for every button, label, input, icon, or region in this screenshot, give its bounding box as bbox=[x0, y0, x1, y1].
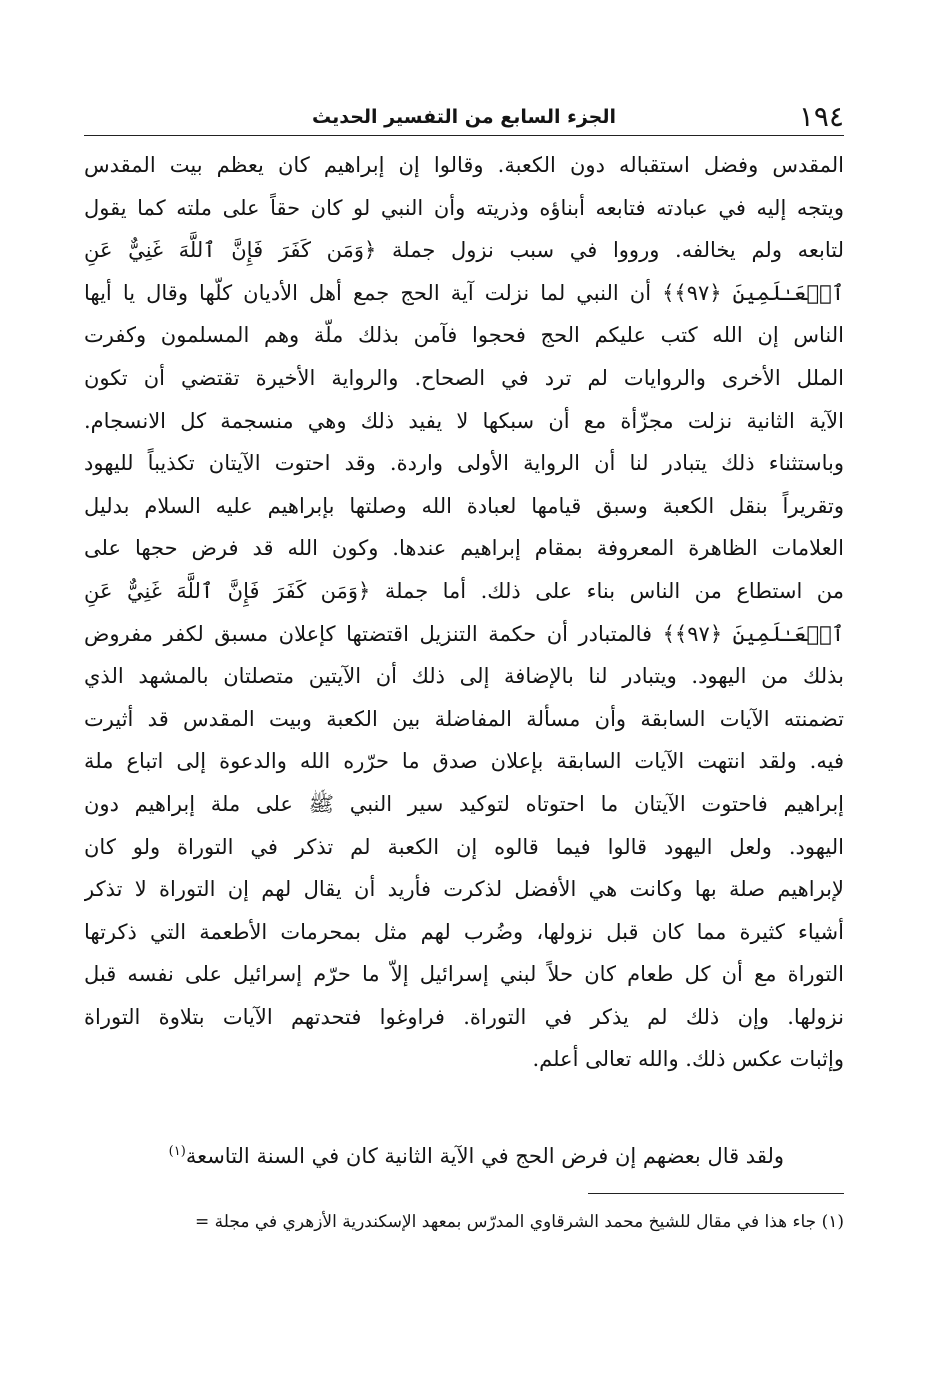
text-line: فيه. ولقد انتهت الآيات السابقة بإعلان صدق ما حرّره الله والدعوة إلى اتباع ملة bbox=[84, 749, 844, 774]
footnote: (١) جاء هذا في مقال للشيخ محمد الشرقاوي المدرّس بمعهد الإسكندرية الأزهري في مجلة = bbox=[194, 1212, 844, 1232]
text-line: المقدس وفضل استقباله دون الكعبة. وقالوا إن إبراهيم كان يعظم بيت المقدس bbox=[84, 153, 844, 177]
closing-paragraph bbox=[84, 1136, 784, 1176]
body-text bbox=[84, 144, 844, 1081]
running-title: الجزء السابع من التفسير الحديث bbox=[312, 106, 616, 128]
text-line: لإبراهيم صلة بها وكانت هي الأفضل لذكرت فأريد أن يقال لهم إن التوراة لا تذكر bbox=[84, 877, 844, 902]
text-line: العلامات الظاهرة المعروفة بمقام إبراهيم عندها. وكون الله قد فرض حجها على bbox=[84, 536, 844, 561]
text-line: ٱلۡعَـٰلَمِينَ ﴿٩٧﴾﴾ فالمتبادر أن حكمة التنزيل اقتضتها كإعلان مسبق لكفر مفروض bbox=[84, 621, 844, 646]
text-line: من استطاع من الناس بناء على ذلك. أما جملة ﴿وَمَن كَفَرَ فَإِنَّ ٱللَّهَ غَنِيٌّ عَنِ bbox=[84, 578, 844, 603]
text-line: نزولها. وإن ذلك لم يذكر في التوراة. فراوغوا فتحدتهم الآيات بتلاوة التوراة bbox=[84, 1004, 844, 1029]
header-divider bbox=[84, 135, 844, 136]
text-line: وإثبات عكس ذلك. والله تعالى أعلم. bbox=[532, 1047, 844, 1072]
page-number: ١٩٤ bbox=[798, 100, 844, 133]
footnote-divider bbox=[588, 1193, 844, 1194]
text-line: التوراة مع أن كل طعام كان حلاً لبني إسرائيل إلاّ ما حرّم إسرائيل على نفسه قبل bbox=[84, 962, 844, 987]
text-line: أشياء كثيرة مما كان قبل نزولها، وضُرب لهم مثل بمحرمات الأطعمة التي ذكرتها bbox=[84, 919, 844, 944]
text-line: الملل الأخرى والروايات لم ترد في الصحاح. والرواية الأخيرة تقتضي أن تكون bbox=[84, 365, 844, 390]
text-line: الآية الثانية نزلت مجزّأة مع أن سبكها لا يفيد ذلك وهي منسجمة كل الانسجام. bbox=[84, 408, 844, 433]
text-line: ٱلۡعَـٰلَمِينَ ﴿٩٧﴾﴾ أن النبي لما نزلت آية الحج جمع أهل الأديان كلّها وقال يا أيها bbox=[84, 280, 844, 305]
text-line: وتقريراً بنقل الكعبة وسبق قيامها لعبادة الله وصلتها بإبراهيم عليه السلام بدليل bbox=[84, 493, 844, 518]
footnote-reference[interactable]: (١) bbox=[168, 1144, 186, 1159]
text-line: تضمنته الآيات السابقة وأن مسألة المفاضلة بين الكعبة وبيت المقدس قد أثيرت bbox=[84, 706, 844, 731]
text-line: وباستثناء ذلك يتبادر لنا أن الرواية الأولى واردة. وقد احتوت الآيتان تكذيباً لليهود bbox=[84, 451, 844, 476]
text-line: بذلك من اليهود. ويتبادر لنا بالإضافة إلى ذلك أن الآيتين متصلتان بالمشهد الذي bbox=[84, 664, 844, 689]
text-line: اليهود. ولعل اليهود قالوا فيما قالوه إن الكعبة لم تذكر في التوراة ولو كان bbox=[84, 834, 844, 859]
text-line: ويتجه إليه في عبادته فتابعه أبناؤه وذريته وأن النبي لو كان حقاً على ملته كما يقول bbox=[84, 195, 844, 220]
page-header bbox=[84, 100, 844, 134]
text-line: لتابعه ولم يخالفه. ورووا في سبب نزول جملة ﴿وَمَن كَفَرَ فَإِنَّ ٱللَّهَ غَنِيٌّ عَنِ bbox=[84, 238, 844, 263]
closing-paragraph-text: ولقد قال بعضهم إن فرض الحج في الآية الثانية كان في السنة التاسعة bbox=[185, 1144, 784, 1168]
text-line: الناس إن الله كتب عليكم الحج فحجوا فآمن بذلك ملّة وهم المسلمون وكفرت bbox=[84, 323, 844, 348]
text-line: إبراهيم فاحتوت الآيتان ما احتوتاه لتوكيد سير النبي ﷺ على ملة إبراهيم دون bbox=[84, 791, 844, 816]
